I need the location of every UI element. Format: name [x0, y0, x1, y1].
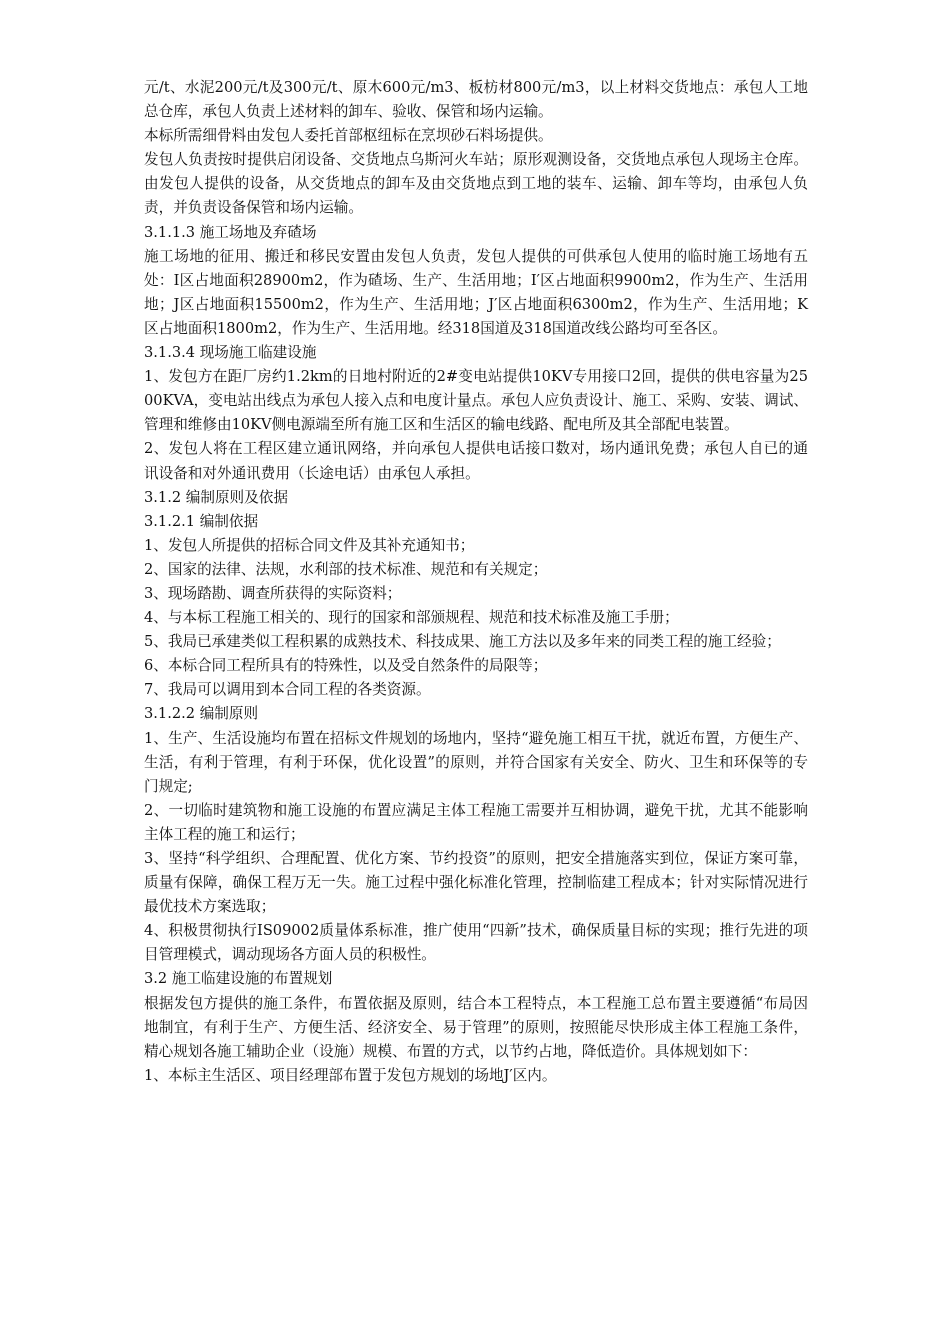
- basis-item-5: 5、我局已承建类似工程积累的成熟技术、科技成果、施工方法以及多年来的同类工程的施工经验；: [144, 633, 781, 651]
- basis-item-4: 4、与本标工程施工相关的、现行的国家和部颁规程、规范和技术标准及施工手册；: [144, 609, 679, 627]
- principle-item-2: 2、一切临时建筑物和施工设施的布置应满足主体工程施工需要并互相协调，避免干扰，尤其不能影响主体工程的施工和运行；: [144, 801, 808, 843]
- principle-item-1: 1、生产、生活设施均布置在招标文件规划的场地内，坚持“避免施工相互干扰，就近布置，方便生产、生活，有利于管理，有利于环保，优化设置”的原则，并符合国家有关安全、防火、卫生和环保等的专门规定;: [144, 729, 808, 795]
- heading-3-1-2: 3.1.2 编制原则及依据: [144, 488, 288, 506]
- basis-item-6: 6、本标合同工程所具有的特殊性，以及受自然条件的局限等；: [144, 657, 548, 675]
- heading-3-1-2-2: 3.1.2.2 编制原则: [144, 705, 259, 723]
- principle-item-4: 4、积极贯彻执行IS09002质量体系标准，推广使用“四新”技术，确保质量目标的实现；推行先进的项目管理模式，调动现场各方面人员的积极性。: [144, 922, 808, 964]
- basis-item-1: 1、发包人所提供的招标合同文件及其补充通知书；: [144, 536, 475, 554]
- paragraph-power-supply: 1、发包方在距厂房约1.2km的日地村附近的2#变电站提供10KV专用接口2回，提供的供电容量为2500KVA，变电站出线点为承包人接入点和电度计量点。承包人应负责设计、施工、采购、安装、调试、管理和维修由10KV侧电源端至所有施工区和生活区的输电线路、配电所及其全部配电装置。: [144, 368, 808, 434]
- basis-item-7: 7、我局可以调用到本合同工程的各类资源。: [144, 681, 431, 699]
- paragraph-material-delivery: 元/t、水泥200元/t及300元/t、原木600元/m3、板枋材800元/m3，以上材料交货地点：承包人工地总仓库，承包人负责上述材料的卸车、验收、保管和场内运输。: [144, 79, 808, 121]
- heading-3-2: 3.2 施工临建设施的布置规划: [144, 970, 333, 988]
- basis-item-3: 3、现场踏勘、调查所获得的实际资料；: [144, 584, 402, 602]
- paragraph-layout-plan: 根据发包方提供的施工条件，布置依据及原则，结合本工程特点，本工程施工总布置主要遵循“布局因地制宜，有利于生产、方便生活、经济安全、易于管理”的原则，按照能尽快形成主体工程施工条件，精心规划各施工辅助企业（设施）规模、布置的方式，以节约占地，降低造价。具体规划如下：: [144, 994, 808, 1060]
- principle-item-3: 3、坚持“科学组织、合理配置、优化方案、节约投资”的原则，把安全措施落实到位，保证方案可靠，质量有保障，确保工程万无一失。施工过程中强化标准化管理，控制临建工程成本；针对实际情况进行最优技术方案选取；: [144, 850, 808, 916]
- layout-item-1: 1、本标主生活区、项目经理部布置于发包方规划的场地J′区内。: [144, 1066, 557, 1084]
- basis-item-2: 2、国家的法律、法规，水利部的技术标准、规范和有关规定；: [144, 560, 548, 578]
- paragraph-equipment-supply: 发包人负责按时提供启闭设备、交货地点乌斯河火车站；原形观测设备，交货地点承包人现场主仓库。由发包人提供的设备，从交货地点的卸车及由交货地点到工地的装车、运输、卸车等均，由承包人负责，并负责设备保管和场内运输。: [144, 151, 808, 217]
- heading-3-1-1-3: 3.1.1.3 施工场地及弃碴场: [144, 223, 317, 241]
- paragraph-construction-sites: 施工场地的征用、搬迁和移民安置由发包人负责，发包人提供的可供承包人使用的临时施工场地有五处：I区占地面积28900m2，作为碴场、生产、生活用地；I′区占地面积9900m2，作为生产、生活用地；J区占地面积15500m2，作为生产、生活用地；J′区占地面积6300m2，作为生产、生活用地；K区占地面积1800m2，作为生产、生活用地。经318国道及318国道改线公路均可至各区。: [144, 247, 808, 337]
- paragraph-communication: 2、发包人将在工程区建立通讯网络，并向承包人提供电话接口数对，场内通讯免费；承包人自已的通讯设备和对外通讯费用（长途电话）由承包人承担。: [144, 440, 808, 482]
- document-page: [144, 76, 808, 1088]
- heading-3-1-2-1: 3.1.2.1 编制依据: [144, 512, 259, 530]
- paragraph-fine-aggregate: 本标所需细骨料由发包人委托首部枢纽标在烹坝砂石料场提供。: [144, 127, 553, 145]
- heading-3-1-3-4: 3.1.3.4 现场施工临建设施: [144, 344, 317, 362]
